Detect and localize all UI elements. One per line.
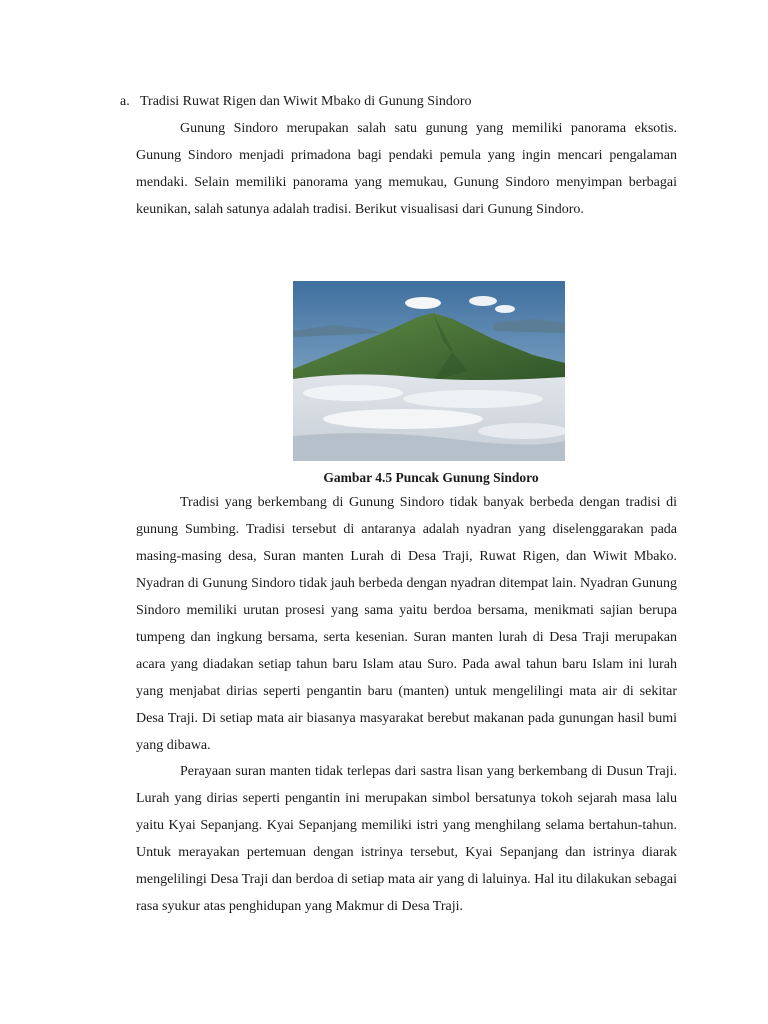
paragraph-intro: Gunung Sindoro merupakan salah satu gunung yang memiliki panorama eksotis. Gunung Sindoro menjadi primadona bagi pendaki pemula yang ingin mencari pengalaman mendaki. Selain memiliki panorama yang memukau, Gunung Sindoro menyimpan berbagai keunikan, salah satunya adalah tradisi. Berikut visualisasi dari Gunung Sindoro.: [136, 121, 677, 217]
section-title: Tradisi Ruwat Rigen dan Wiwit Mbako di Gunung Sindoro: [140, 94, 472, 109]
cloud: [403, 390, 543, 408]
cloud: [478, 423, 565, 439]
mountain-photo-illustration: [293, 281, 565, 461]
cloud: [495, 305, 515, 313]
list-marker: a.: [120, 94, 130, 109]
cloud: [323, 409, 483, 429]
cloud: [405, 297, 441, 309]
mountain-photo: [293, 281, 565, 461]
cloud: [303, 385, 403, 401]
section-heading: [120, 92, 472, 112]
cloud: [469, 296, 497, 306]
figure-caption: Gambar 4.5 Puncak Gunung Sindoro: [323, 470, 539, 485]
paragraph-traditions: Tradisi yang berkembang di Gunung Sindoro tidak banyak berbeda dengan tradisi di gunung Sumbing. Tradisi tersebut di antaranya adalah nyadran yang diselenggarakan pada masing-masing desa, Suran manten Lurah di Desa Traji, Ruwat Rigen, dan Wiwit Mbako. Nyadran di Gunung Sindoro tidak jauh berbeda dengan nyadran ditempat lain. Nyadran Gunung Sindoro memiliki urutan prosesi yang sama yaitu berdoa bersama, menikmati sajian berupa tumpeng dan ingkung bersama, serta kesenian. Suran manten lurah di Desa Traji merupakan acara yang diadakan setiap tahun baru Islam atau Suro. Pada awal tahun baru Islam ini lurah yang menjabat dirias seperti pengantin baru (manten) untuk mengelilingi mata air di sekitar Desa Traji. Di setiap mata air biasanya masyarakat berebut makanan pada gunungan hasil bumi yang dibawa.: [136, 495, 677, 753]
paragraph-suran-manten: Perayaan suran manten tidak terlepas dari sastra lisan yang berkembang di Dusun Traji. Lurah yang dirias seperti pengantin ini merupakan simbol bersatunya tokoh sejarah masa lalu yaitu Kyai Sepanjang. Kyai Sepanjang memiliki istri yang menghilang selama bertahun-tahun. Untuk merayakan pertemuan dengan istrinya tersebut, Kyai Sepanjang dan istrinya diarak mengelilingi Desa Traji dan berdoa di setiap mata air yang di laluinya. Hal itu dilakukan sebagai rasa syukur atas penghidupan yang Makmur di Desa Traji.: [136, 764, 677, 914]
